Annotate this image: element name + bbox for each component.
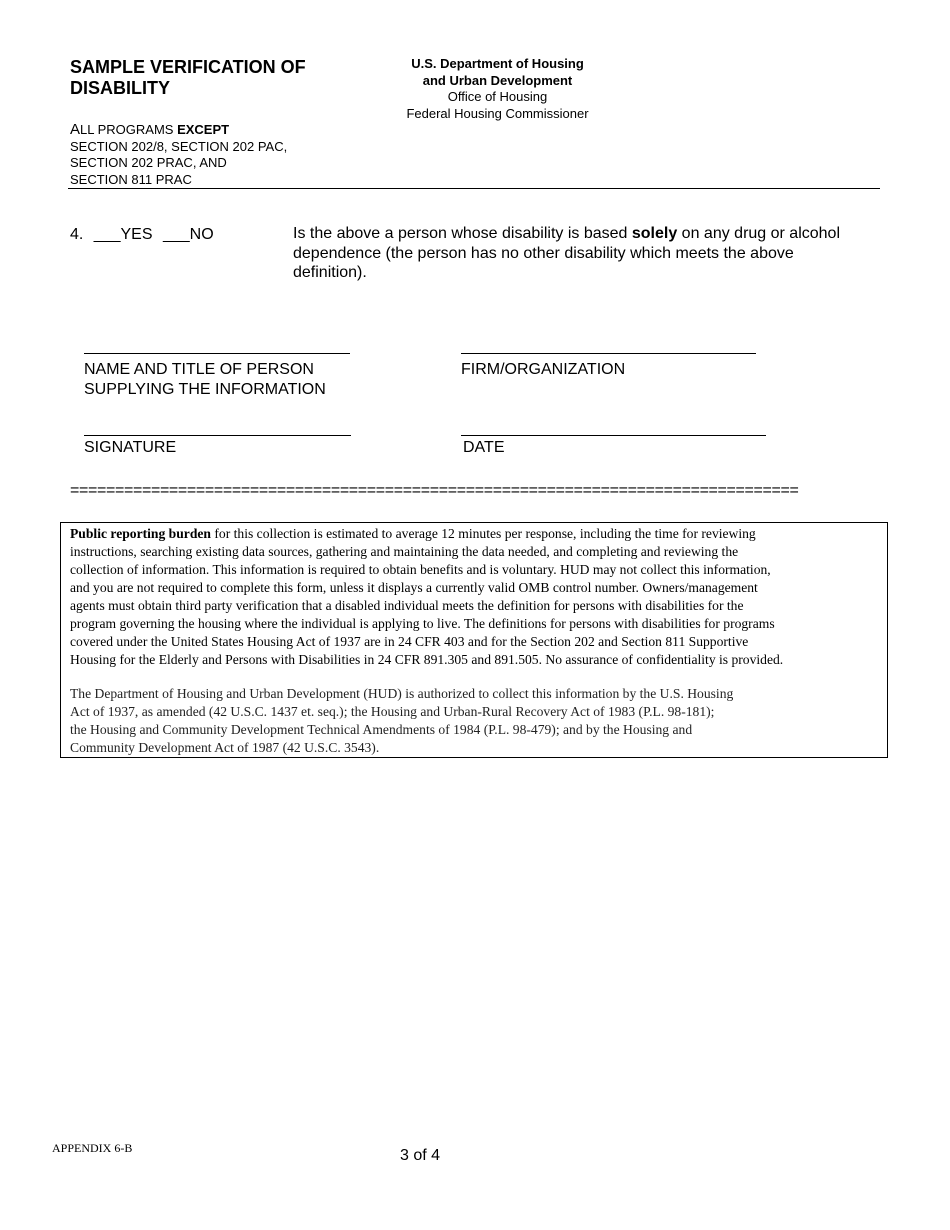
agency-block xyxy=(360,56,635,122)
signature-line[interactable] xyxy=(84,435,351,436)
title-line-2: DISABILITY xyxy=(70,78,171,98)
burden-line-8: Housing for the Elderly and Persons with Disabilities in 24 CFR 891.305 and 891.505. No assurance of confidentiality is provided. xyxy=(70,652,784,667)
agency-line-1: U.S. Department of Housing xyxy=(411,56,584,71)
date-line[interactable] xyxy=(461,435,766,436)
firm-label: FIRM/ORGANIZATION xyxy=(461,361,626,378)
agency-line-4: Federal Housing Commissioner xyxy=(406,105,589,121)
no-label: NO xyxy=(189,226,214,243)
authority-line-3: the Housing and Community Development Technical Amendments of 1984 (P.L. 98-479); and by the Housing and xyxy=(70,722,693,737)
burden-line-3: collection of information. This information is required to obtain benefits and is voluntary. HUD may not collect this information, xyxy=(70,562,771,577)
name-title-label xyxy=(84,360,326,400)
programs-line-1 xyxy=(70,122,287,139)
date-label: DATE xyxy=(463,439,505,456)
burden-line-1-text: for this collection is estimated to average 12 minutes per response, including the time for reviewing xyxy=(211,526,756,541)
question-number: 4. xyxy=(70,226,84,243)
authority-line-2: Act of 1937, as amended (42 U.S.C. 1437 et. seq.); the Housing and Urban-Rural Recovery Act of 1983 (P.L. 98-181); xyxy=(70,704,715,719)
appendix-label: APPENDIX 6-B xyxy=(52,1141,133,1155)
burden-line-5: agents must obtain third party verification that a disabled individual meets the definition for persons with disabilities for the xyxy=(70,598,744,613)
burden-line-1 xyxy=(70,525,898,543)
programs-line-4: SECTION 811 PRAC xyxy=(70,171,192,187)
yes-label: YES xyxy=(120,226,153,243)
burden-paragraph-1 xyxy=(70,525,898,669)
burden-line-4: and you are not required to complete this form, unless it displays a currently valid OMB control number. Owners/management xyxy=(70,580,758,595)
title-line-1: SAMPLE VERIFICATION OF xyxy=(70,57,306,77)
programs-line-3: SECTION 202 PRAC, AND xyxy=(70,155,227,170)
page-number: 3 of 4 xyxy=(400,1147,441,1164)
equals-divider: ================================================================================= xyxy=(70,482,799,499)
header-divider xyxy=(68,188,880,189)
document-title xyxy=(70,57,370,99)
agency-line-2: and Urban Development xyxy=(422,72,573,88)
no-blank[interactable]: ___ xyxy=(162,226,190,243)
name-title-line[interactable] xyxy=(84,353,350,354)
question-text-bold: solely xyxy=(631,225,678,242)
name-title-label-2: SUPPLYING THE INFORMATION xyxy=(84,381,326,398)
programs-rest: LL PROGRAMS xyxy=(80,122,178,137)
question-text-after: on any drug or alcohol dependence (the person has no other disability which meets the above definition). xyxy=(293,225,841,281)
burden-line-2: instructions, searching existing data sources, gathering and maintaining the data needed, and completing and reviewing the xyxy=(70,544,739,559)
question-4-answers xyxy=(70,225,214,245)
burden-bold-lead: Public reporting burden xyxy=(70,526,211,541)
burden-paragraph-2 xyxy=(70,685,880,757)
programs-block xyxy=(70,122,287,188)
yes-blank[interactable]: ___ xyxy=(93,226,121,243)
burden-statement-box xyxy=(60,522,888,758)
firm-line[interactable] xyxy=(461,353,756,354)
authority-line-1: The Department of Housing and Urban Development (HUD) is authorized to collect this information by the U.S. Housing xyxy=(70,686,734,701)
programs-except: EXCEPT xyxy=(177,122,230,137)
programs-initial: A xyxy=(70,121,81,138)
authority-line-4: Community Development Act of 1987 (42 U.S.C. 3543). xyxy=(70,740,380,755)
question-4-text xyxy=(293,224,853,283)
programs-line-2: SECTION 202/8, SECTION 202 PAC, xyxy=(70,138,288,154)
agency-line-3: Office of Housing xyxy=(447,89,548,104)
burden-line-6: program governing the housing where the individual is applying to live. The definitions for persons with disabilities for programs xyxy=(70,616,775,631)
signature-label: SIGNATURE xyxy=(84,439,177,456)
question-text-before: Is the above a person whose disability is based xyxy=(293,225,632,242)
burden-line-7: covered under the United States Housing Act of 1937 are in 24 CFR 403 and for the Section 202 and Section 811 Supportive xyxy=(70,634,749,649)
name-title-label-1: NAME AND TITLE OF PERSON xyxy=(84,361,314,378)
